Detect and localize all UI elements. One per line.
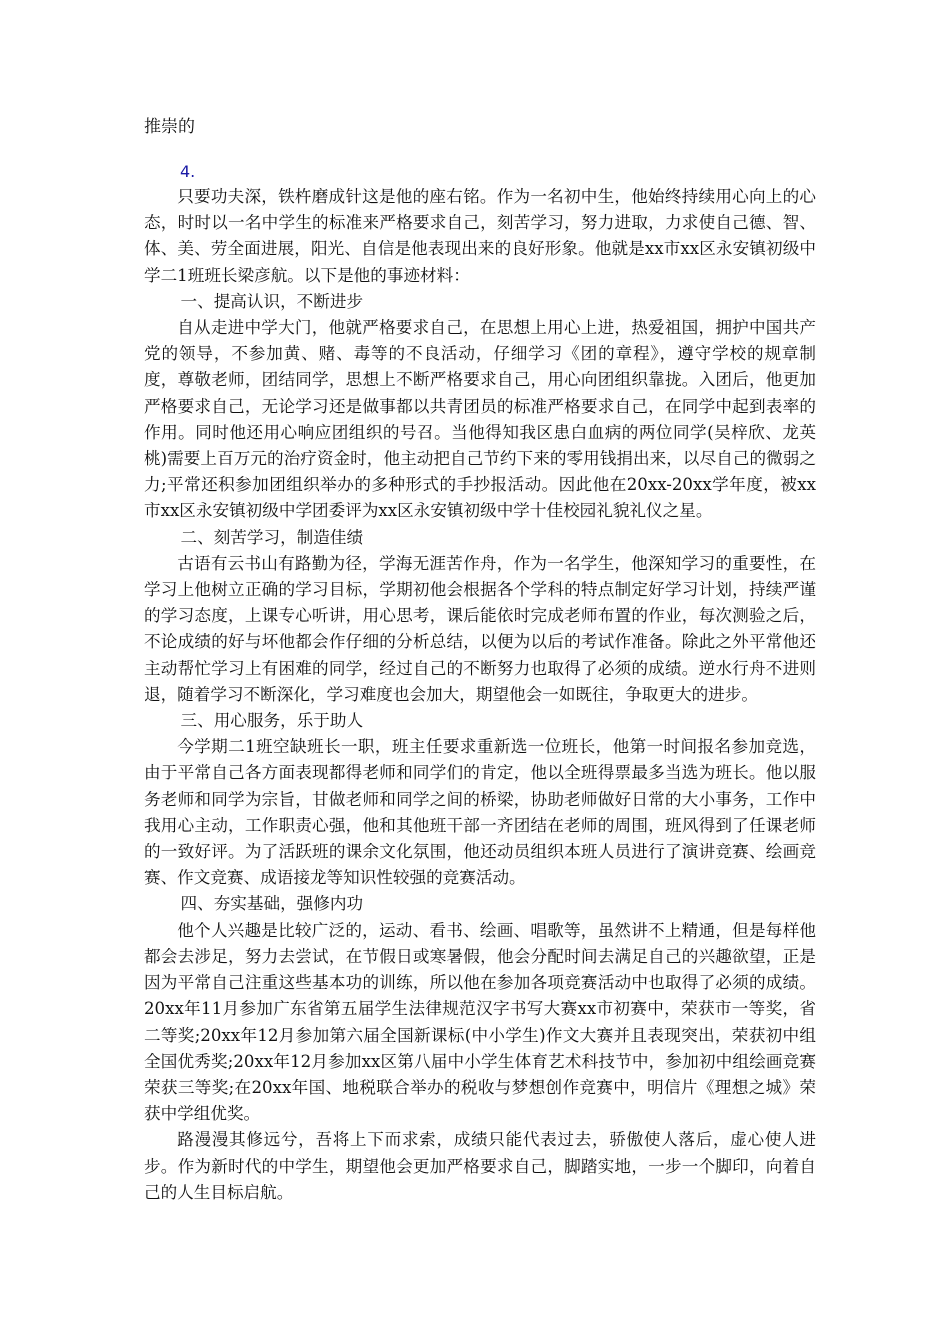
section-heading-3: 三、用心服务，乐于助人	[180, 711, 364, 731]
paragraph-section-2: 古语有云书山有路勤为径，学海无涯苦作舟，作为一名学生，他深知学习的重要性，在学习上他树立正确的学习目标，学期初他会根据各个学科的特点制定好学习计划，持续严谨的学习态度，上课专心听讲，用心思考，课后能依时完成老师布置的作业，每次测验之后，不论成绩的好与坏他都会作仔细的分析总结，以便为以后的考试作准备。除此之外平常他还主动帮忙学习上有困难的同学，经过自己的不断努力也取得了必须的成绩。逆水行舟不进则退，随着学习不断深化，学习难度也会加大，期望他会一如既往，争取更大的进步。	[144, 553, 816, 704]
section-heading-2: 二、刻苦学习，制造佳绩	[180, 527, 364, 547]
document-body	[144, 184, 816, 1206]
paragraph-intro: 只要功夫深，铁杵磨成针这是他的座右铭。作为一名初中生，他始终持续用心向上的心态，时时以一名中学生的标准来严格要求自己，刻苦学习，努力进取，力求使自己德、智、体、美、劳全面进展，阳光、自信是他表现出来的良好形象。他就是xx市xx区永安镇初级中学二1班班长梁彦航。以下是他的事迹材料：	[144, 187, 816, 285]
lead-fragment: 推崇的	[144, 117, 195, 137]
paragraph-section-1: 自从走进中学大门，他就严格要求自己，在思想上用心上进，热爱祖国，拥护中国共产党的领导，不参加黄、赌、毒等的不良活动，仔细学习《团的章程》，遵守学校的规章制度，尊敬老师，团结同学，思想上不断严格要求自己，用心向团组织靠拢。入团后，他更加严格要求自己，无论学习还是做事都以共青团员的标准严格要求自己，在同学中起到表率的作用。同时他还用心响应团组织的号召。当他得知我区患白血病的两位同学(吴梓欣、龙英桃)需要上百万元的治疗资金时，他主动把自己节约下来的零用钱捐出来，以尽自己的微弱之力;平常还积参加团组织举办的多种形式的手抄报活动。因此他在20xx-20xx学年度，被xx市xx区永安镇初级中学团委评为xx区永安镇初级中学十佳校园礼貌礼仪之星。	[144, 318, 816, 521]
paragraph-section-3: 今学期二1班空缺班长一职，班主任要求重新选一位班长，他第一时间报名参加竞选，由于平常自己各方面表现都得老师和同学们的肯定，他以全班得票最多当选为班长。他以服务老师和同学为宗旨，甘做老师和同学之间的桥梁，协助老师做好日常的大小事务，工作中我用心主动，工作职责心强，他和其他班干部一齐团结在老师的周围，班风得到了任课老师的一致好评。为了活跃班的课余文化氛围，他还动员组织本班人员进行了演讲竞赛、绘画竞赛、作文竞赛、成语接龙等知识性较强的竞赛活动。	[144, 737, 816, 888]
paragraph-conclusion: 路漫漫其修远兮，吾将上下而求索，成绩只能代表过去，骄傲使人落后，虚心使人进步。作为新时代的中学生，期望他会更加严格要求自己，脚踏实地，一步一个脚印，向着自己的人生目标启航。	[144, 1130, 816, 1202]
item-number: 4.	[180, 162, 196, 181]
paragraph-section-4: 他个人兴趣是比较广泛的，运动、看书、绘画、唱歌等，虽然讲不上精通，但是每样他都会去涉足，努力去尝试，在节假日或寒暑假，他会分配时间去满足自己的兴趣欲望，正是因为平常自己注重这些基本功的训练，所以他在参加各项竞赛活动中也取得了必须的成绩。20xx年11月参加广东省第五届学生法律规范汉字书写大赛xx市初赛中，荣获市一等奖，省二等奖;20xx年12月参加第六届全国新课标(中小学生)作文大赛并且表现突出，荣获初中组全国优秀奖;20xx年12月参加xx区第八届中小学生体育艺术科技节中，参加初中组绘画竞赛荣获三等奖;在20xx年国、地税联合举办的税收与梦想创作竞赛中，明信片《理想之城》荣获中学组优奖。	[144, 920, 816, 1124]
section-heading-4: 四、夯实基础，强修内功	[180, 894, 364, 914]
section-heading-1: 一、提高认识，不断进步	[180, 291, 364, 311]
